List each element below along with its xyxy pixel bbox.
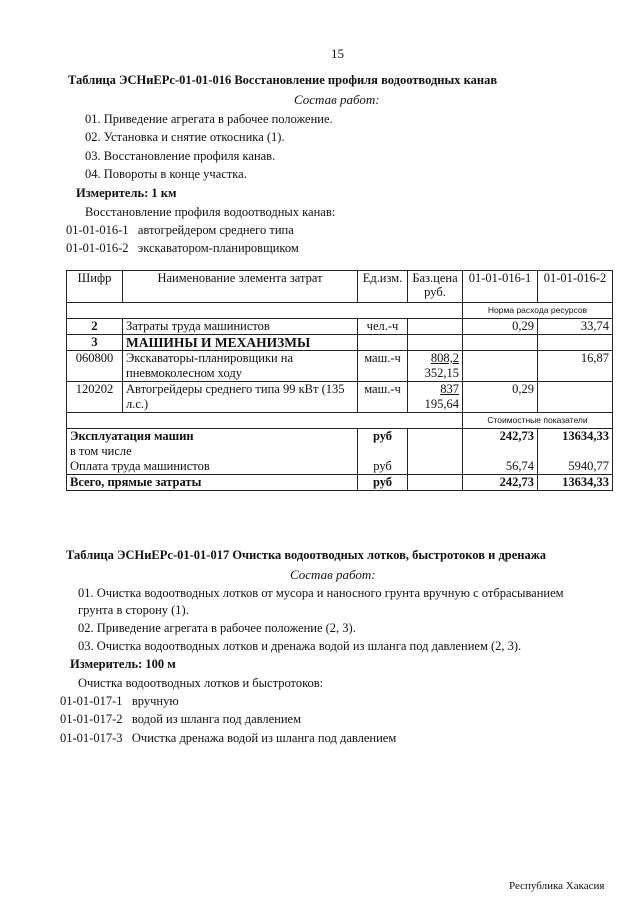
code-text: экскаватором-планировщиком: [137, 241, 299, 255]
row-v2: 33,74: [538, 319, 613, 335]
table-row: [67, 382, 613, 413]
cost-v2: 5940,77: [538, 459, 613, 475]
stoim-label: Стоимостные показатели: [463, 413, 613, 429]
cost-name: Эксплуатация машин: [67, 429, 358, 445]
table-title-016: Таблица ЭСНиЕРс-01-01-016 Восстановление профиля водоотводных канав: [68, 73, 498, 87]
cost-name: Оплата труда машинистов: [67, 459, 358, 475]
price-wage: 352,15: [424, 366, 459, 380]
row-unit: маш.-ч: [358, 351, 408, 382]
cost-name: в том числе: [67, 444, 358, 459]
row-v1: [463, 351, 538, 382]
row-shifr: 3: [67, 335, 123, 351]
code-text: водой из шланга под давлением: [131, 712, 301, 726]
work-item: 03. Очистка водоотводных лотков и дренажа водой из шланга под давлением (2, 3).: [78, 639, 522, 653]
row-v2: [538, 382, 613, 413]
row-shifr: 2: [67, 319, 123, 335]
cost-unit: руб: [358, 459, 408, 475]
row-price: [408, 382, 463, 413]
work-item: 03. Восстановление профиля канав.: [85, 149, 276, 163]
header-row: [67, 271, 613, 303]
desc-017: Очистка водоотводных лотков и быстротоков:: [78, 676, 324, 690]
table-row: [67, 335, 613, 351]
col-unit: Ед.изм.: [358, 271, 408, 303]
cost-unit: руб: [358, 475, 408, 491]
cost-row: [67, 475, 613, 491]
code-text: Очистка дренажа водой из шланга под давлением: [131, 731, 397, 745]
work-item-cont: грунта в сторону (1).: [78, 603, 189, 617]
price-base: 808,2: [430, 351, 459, 365]
col-name: Наименование элемента затрат: [123, 271, 358, 303]
cost-v2: 13634,33: [538, 429, 613, 445]
col-016-1: 01-01-016-1: [463, 271, 538, 303]
row-name: МАШИНЫ И МЕХАНИЗМЫ: [123, 335, 358, 351]
code: 01-01-017-2: [60, 712, 123, 726]
table-title-017: Таблица ЭСНиЕРс-01-01-017 Очистка водоотводных лотков, быстротоков и дренажа: [66, 548, 547, 562]
meter-017: Измеритель: 100 м: [70, 657, 176, 671]
cost-name: Всего, прямые затраты: [67, 475, 358, 491]
row-v2: 16,87: [538, 351, 613, 382]
desc-016: Восстановление профиля водоотводных канав:: [85, 205, 336, 219]
work-item: 01. Очистка водоотводных лотков от мусора и наносного грунта вручную с отбрасыванием: [78, 586, 564, 600]
code-line: [60, 694, 179, 709]
code-text: вручную: [131, 694, 179, 708]
cost-v1: 242,73: [463, 475, 538, 491]
table-row: [67, 319, 613, 335]
col-016-2: 01-01-016-2: [538, 271, 613, 303]
page-number: 15: [331, 46, 344, 61]
code: 01-01-017-3: [60, 731, 123, 745]
sostav-rabot-017: Состав работ:: [290, 567, 376, 582]
col-price: Баз.цена руб.: [408, 271, 463, 303]
norma-label: Норма расхода ресурсов: [463, 303, 613, 319]
cost-row: [67, 444, 613, 459]
stoim-row: [67, 413, 613, 429]
price-wage: 195,64: [424, 397, 459, 411]
price-base: 837: [440, 382, 459, 396]
table-row: [67, 351, 613, 382]
cost-row: [67, 459, 613, 475]
cost-v1: 56,74: [463, 459, 538, 475]
cost-row: [67, 429, 613, 445]
code: 01-01-016-1: [66, 223, 129, 237]
row-price: [408, 351, 463, 382]
row-name: Затраты труда машинистов: [123, 319, 358, 335]
work-item: 02. Установка и снятие откосника (1).: [85, 130, 285, 144]
code: 01-01-016-2: [66, 241, 129, 255]
code: 01-01-017-1: [60, 694, 123, 708]
work-item: 04. Повороты в конце участка.: [85, 167, 247, 181]
code-line: [60, 712, 301, 727]
work-item: 01. Приведение агрегата в рабочее положение.: [85, 112, 333, 126]
code-text: автогрейдером среднего типа: [137, 223, 294, 237]
cost-v1: 242,73: [463, 429, 538, 445]
row-v1: 0,29: [463, 319, 538, 335]
row-v1: 0,29: [463, 382, 538, 413]
work-item: 02. Приведение агрегата в рабочее положение (2, 3).: [78, 621, 356, 635]
cost-unit: руб: [358, 429, 408, 445]
resource-table: [66, 270, 613, 491]
row-unit: чел.-ч: [358, 319, 408, 335]
footer-region: Республика Хакасия: [509, 880, 605, 892]
meter-016: Измеритель: 1 км: [76, 186, 177, 200]
cost-v2: 13634,33: [538, 475, 613, 491]
norma-row: [67, 303, 613, 319]
row-name: Автогрейдеры среднего типа 99 кВт (135 л.с.): [123, 382, 358, 413]
sostav-rabot-016: Состав работ:: [294, 92, 380, 107]
col-shifr: Шифр: [67, 271, 123, 303]
code-line: [60, 731, 396, 746]
code-line: [66, 241, 299, 256]
row-unit: маш.-ч: [358, 382, 408, 413]
code-line: [66, 223, 294, 238]
row-name: Экскаваторы-планировщики на пневмоколесном ходу: [123, 351, 358, 382]
row-shifr: 120202: [67, 382, 123, 413]
row-shifr: 060800: [67, 351, 123, 382]
